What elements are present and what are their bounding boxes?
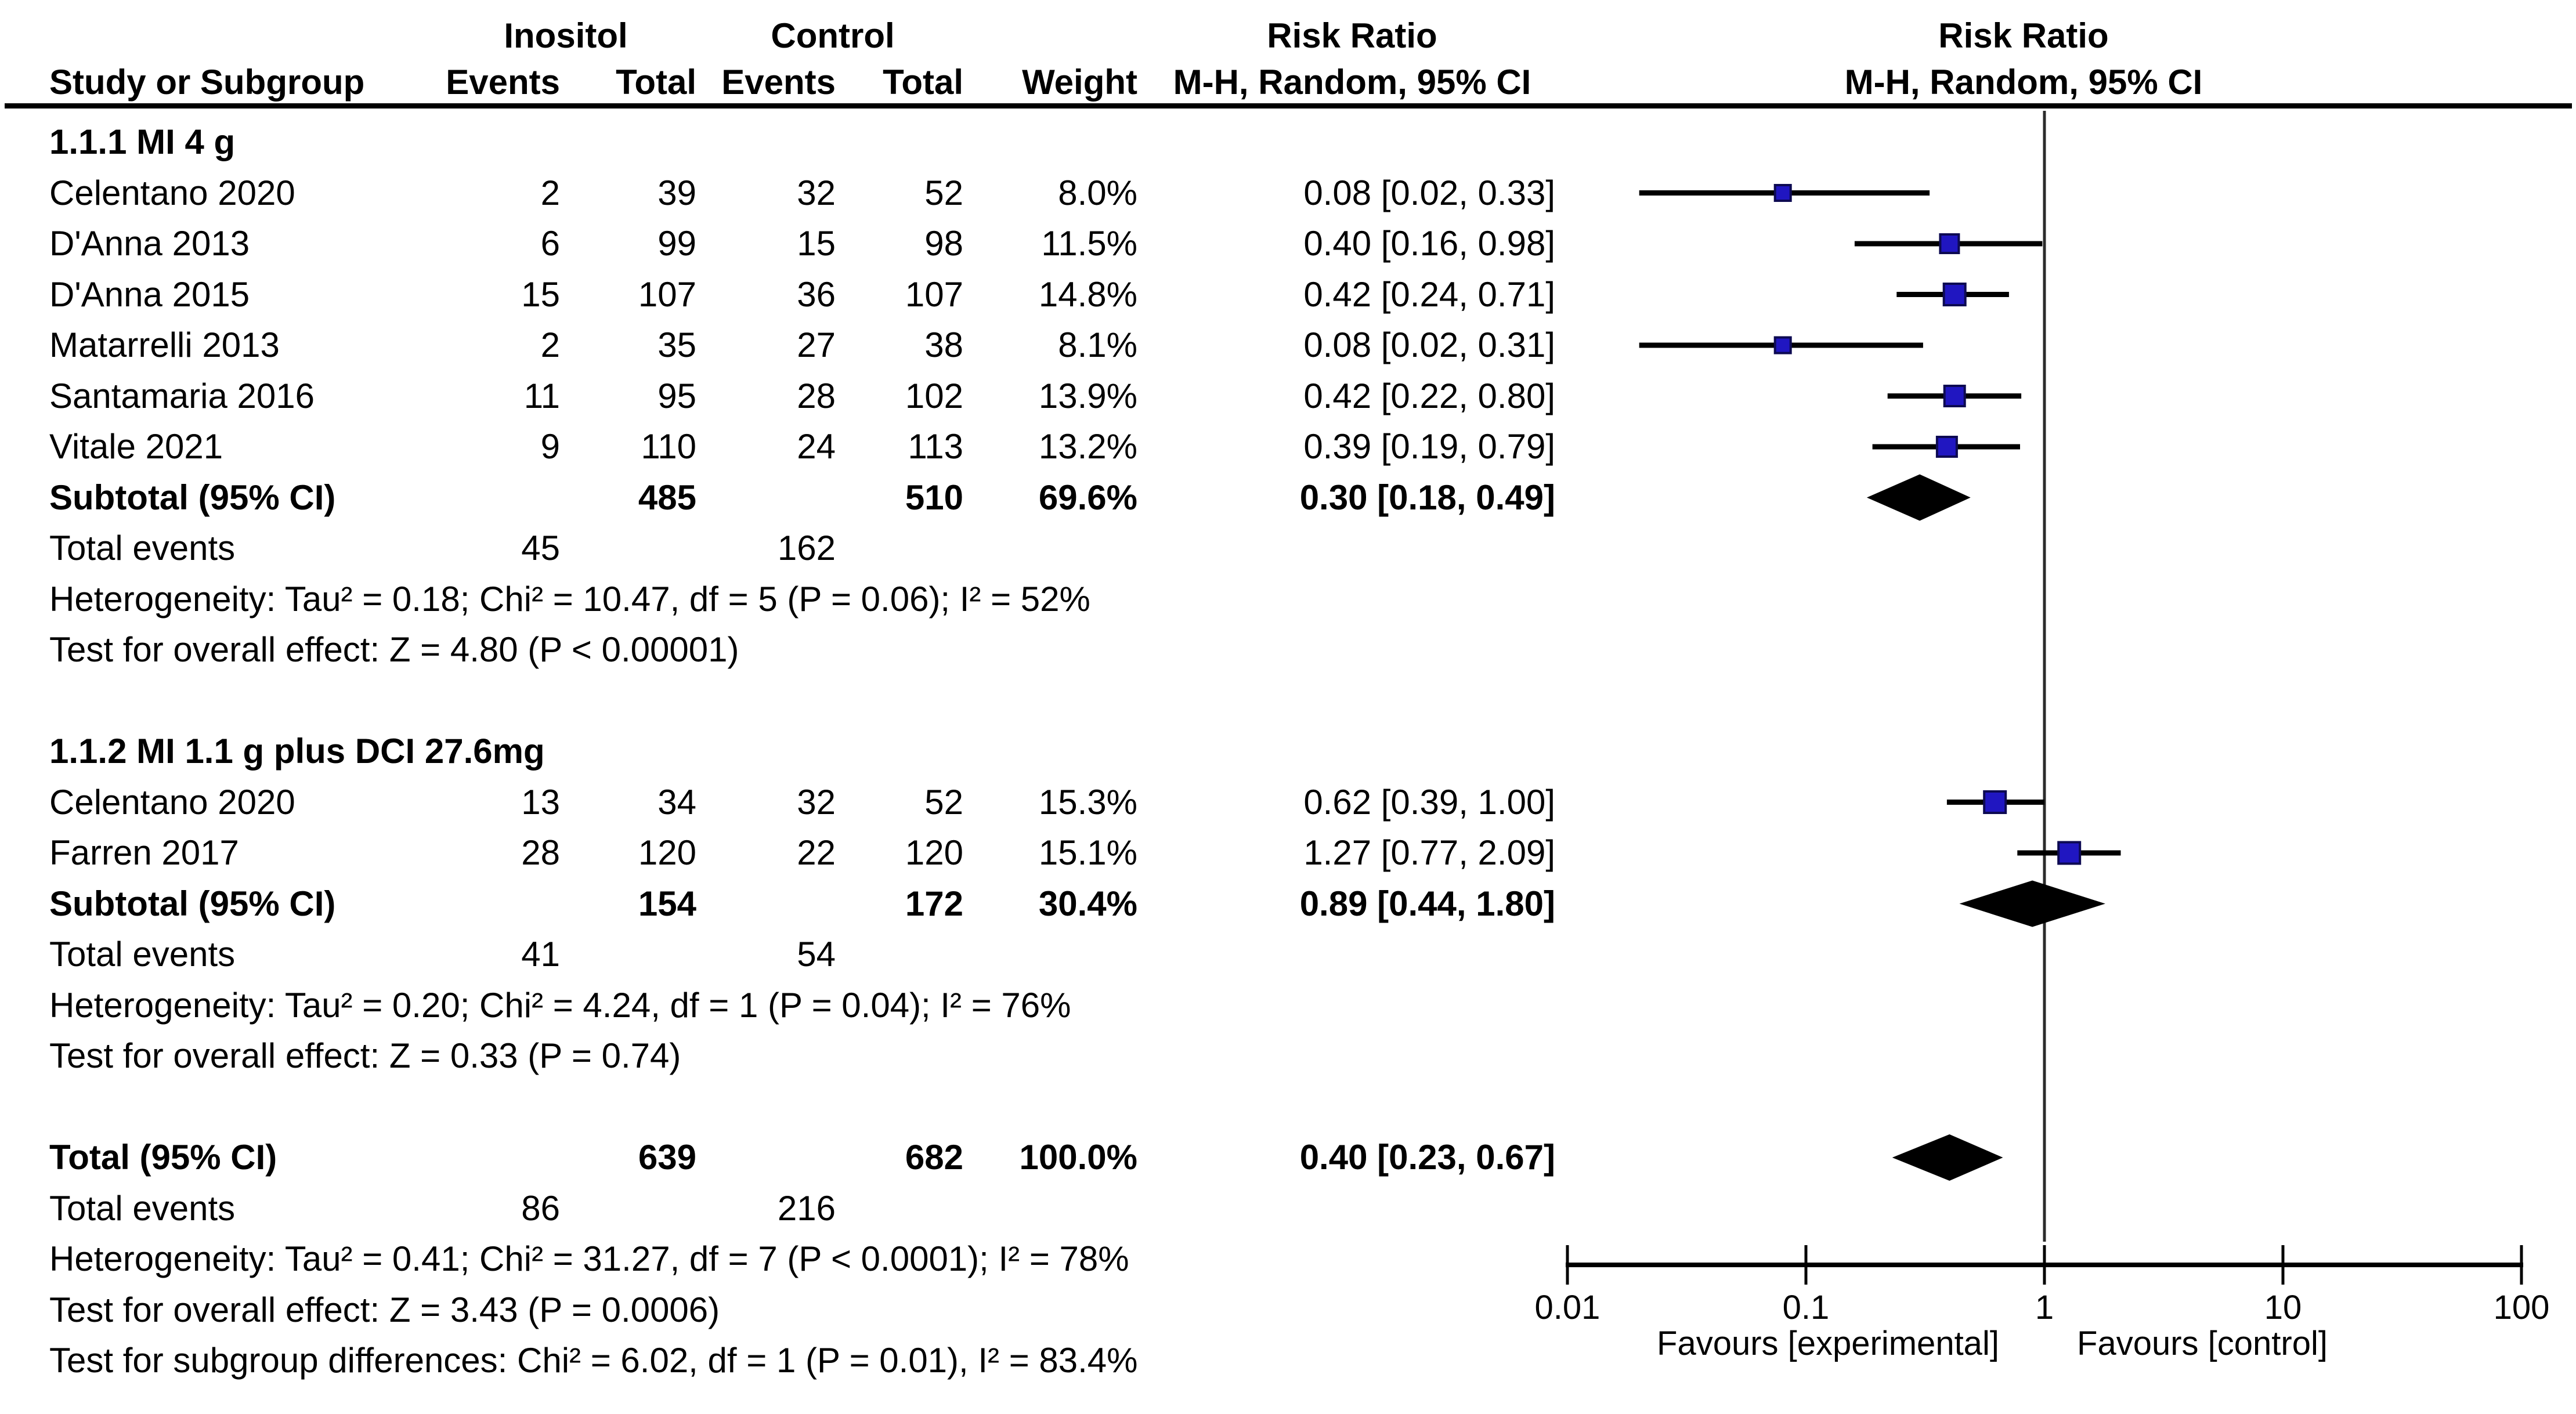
total-cell: 52 — [924, 782, 963, 822]
axis-tick — [2282, 1245, 2285, 1285]
effect-square-marker — [1945, 386, 1965, 406]
weight-cell: 8.1% — [1058, 326, 1137, 364]
events-cell: 162 — [777, 529, 836, 567]
events-cell: 15 — [797, 224, 836, 263]
favours-right-label: Favours [control] — [2077, 1325, 2328, 1362]
axis-tick — [2520, 1245, 2523, 1285]
total-cell: 107 — [905, 274, 963, 314]
study-name: Vitale 2021 — [49, 427, 223, 466]
total-events-label: Total events — [49, 935, 236, 974]
total-cell: 102 — [905, 376, 963, 415]
study-name: Farren 2017 — [49, 833, 239, 872]
weight-cell: 11.5% — [1041, 224, 1137, 263]
column-header-events1: Events — [446, 63, 560, 102]
reference-line — [2043, 111, 2046, 1242]
ci-text-cell: 0.40 [0.23, 0.67] — [1299, 1138, 1555, 1177]
events-cell: 13 — [521, 782, 560, 822]
events-cell: 24 — [797, 427, 836, 466]
axis-tick — [2043, 1245, 2046, 1285]
ci-text-cell: 0.62 [0.39, 1.00] — [1303, 782, 1555, 822]
total-cell: 639 — [638, 1138, 696, 1177]
favours-left-label: Favours [experimental] — [1657, 1325, 1999, 1362]
effect-square-marker — [1984, 791, 2006, 813]
effect-square-marker — [1940, 234, 1959, 253]
events-cell: 9 — [540, 427, 560, 466]
column-header-method-left: M-H, Random, 95% CI — [1173, 63, 1531, 102]
events-cell: 54 — [797, 935, 836, 974]
ci-text-cell: 0.08 [0.02, 0.33] — [1303, 173, 1555, 212]
events-cell: 28 — [521, 833, 560, 872]
total-cell: 95 — [657, 376, 696, 415]
total-cell: 154 — [638, 884, 696, 923]
column-header-total2: Total — [883, 63, 963, 102]
effect-square-marker — [1775, 338, 1791, 353]
subgroup-header: 1.1.1 MI 4 g — [49, 122, 236, 161]
effect-square-marker — [2058, 842, 2080, 864]
events-cell: 22 — [797, 833, 836, 872]
axis-tick — [1566, 1245, 1569, 1285]
total-cell: 120 — [638, 833, 696, 872]
weight-cell: 13.9% — [1038, 376, 1137, 415]
total-cell: 113 — [908, 427, 963, 466]
weight-cell: 69.6% — [1038, 478, 1137, 517]
ci-text-cell: 0.89 [0.44, 1.80] — [1299, 884, 1555, 923]
overall-effect-text: Test for overall effect: Z = 0.33 (P = 0.74) — [49, 1036, 681, 1075]
events-cell: 28 — [797, 376, 836, 415]
weight-cell: 100.0% — [1019, 1138, 1137, 1177]
events-cell: 2 — [540, 326, 560, 364]
total-events-label: Total events — [49, 1188, 236, 1228]
events-cell: 32 — [797, 782, 836, 822]
column-header-total1: Total — [616, 63, 696, 102]
column-header-group2: Control — [771, 16, 895, 55]
events-cell: 32 — [797, 173, 836, 212]
effect-square-marker — [1944, 284, 1966, 305]
ci-text-cell: 0.42 [0.22, 0.80] — [1303, 376, 1555, 415]
total-cell: 34 — [657, 782, 696, 822]
header-rule — [5, 103, 2572, 109]
axis-tick-label: 100 — [2493, 1289, 2550, 1326]
total-diamond — [1892, 1134, 2003, 1181]
overall-effect-text: Test for overall effect: Z = 3.43 (P = 0.0006) — [49, 1290, 720, 1329]
column-header-weight: Weight — [1022, 63, 1137, 102]
total-cell: 107 — [638, 274, 696, 314]
weight-cell: 14.8% — [1038, 274, 1137, 314]
column-header-group1: Inositol — [504, 16, 628, 55]
weight-cell: 30.4% — [1038, 884, 1137, 923]
events-cell: 2 — [540, 173, 560, 212]
events-cell: 6 — [540, 224, 560, 263]
axis-tick-label: 0.1 — [1782, 1289, 1830, 1326]
ci-text-cell: 0.08 [0.02, 0.31] — [1303, 326, 1555, 364]
weight-cell: 15.1% — [1038, 833, 1137, 872]
total-events-label: Total events — [49, 529, 236, 567]
weight-cell: 13.2% — [1038, 427, 1137, 466]
events-cell: 216 — [777, 1188, 836, 1228]
column-header-events2: Events — [721, 63, 836, 102]
events-cell: 41 — [521, 935, 560, 974]
events-cell: 45 — [521, 529, 560, 567]
heterogeneity-text: Heterogeneity: Tau² = 0.41; Chi² = 31.27, df = 7 (P < 0.0001); I² = 78% — [49, 1239, 1129, 1278]
total-cell: 52 — [924, 173, 963, 212]
total-cell: 172 — [905, 884, 963, 923]
ci-text-cell: 1.27 [0.77, 2.09] — [1303, 833, 1555, 872]
column-header-effect-right: Risk Ratio — [1938, 16, 2109, 55]
subgroup-header: 1.1.2 MI 1.1 g plus DCI 27.6mg — [49, 732, 545, 771]
total-cell: 39 — [657, 173, 696, 212]
subtotal-label: Subtotal (95% CI) — [49, 884, 336, 923]
effect-square-marker — [1775, 185, 1791, 201]
heterogeneity-text: Heterogeneity: Tau² = 0.20; Chi² = 4.24, df = 1 (P = 0.04); I² = 76% — [49, 985, 1071, 1025]
study-name: Celentano 2020 — [49, 173, 295, 212]
events-cell: 15 — [521, 274, 560, 314]
weight-cell: 15.3% — [1038, 782, 1137, 822]
events-cell: 86 — [521, 1188, 560, 1228]
axis-tick — [1805, 1245, 1808, 1285]
ci-text-cell: 0.40 [0.16, 0.98] — [1303, 224, 1555, 263]
weight-cell: 8.0% — [1058, 173, 1137, 212]
total-cell: 510 — [905, 478, 963, 517]
column-header-study: Study or Subgroup — [49, 63, 365, 102]
subtotal-diamond — [1867, 475, 1971, 521]
axis-tick-label: 1 — [2035, 1289, 2054, 1326]
subgroup-differences-text: Test for subgroup differences: Chi² = 6.02, df = 1 (P = 0.01), I² = 83.4% — [49, 1341, 1138, 1380]
events-cell: 27 — [797, 326, 836, 364]
axis-tick-label: 0.01 — [1534, 1289, 1600, 1326]
study-name: Santamaria 2016 — [49, 376, 315, 415]
ci-text-cell: 0.30 [0.18, 0.49] — [1299, 478, 1555, 517]
subtotal-label: Subtotal (95% CI) — [49, 478, 336, 517]
effect-square-marker — [1937, 437, 1957, 457]
study-name: D'Anna 2013 — [49, 224, 250, 263]
total-cell: 682 — [905, 1138, 963, 1177]
total-cell: 38 — [924, 326, 963, 364]
study-name: Celentano 2020 — [49, 782, 295, 822]
column-header-effect-left: Risk Ratio — [1267, 16, 1437, 55]
axis-tick-label: 10 — [2264, 1289, 2302, 1326]
total-cell: 110 — [641, 427, 696, 466]
study-name: Matarrelli 2013 — [49, 326, 280, 364]
total-label: Total (95% CI) — [49, 1138, 277, 1177]
heterogeneity-text: Heterogeneity: Tau² = 0.18; Chi² = 10.47, df = 5 (P = 0.06); I² = 52% — [49, 579, 1090, 619]
overall-effect-text: Test for overall effect: Z = 4.80 (P < 0.00001) — [49, 630, 739, 669]
total-cell: 99 — [657, 224, 696, 263]
events-cell: 36 — [797, 274, 836, 314]
ci-text-cell: 0.39 [0.19, 0.79] — [1303, 427, 1555, 466]
total-cell: 120 — [905, 833, 963, 872]
study-name: D'Anna 2015 — [49, 274, 250, 314]
total-cell: 35 — [657, 326, 696, 364]
total-cell: 485 — [638, 478, 696, 517]
events-cell: 11 — [523, 376, 560, 415]
total-cell: 98 — [924, 224, 963, 263]
ci-text-cell: 0.42 [0.24, 0.71] — [1303, 274, 1555, 314]
subtotal-diamond — [1960, 881, 2105, 927]
column-header-method-right: M-H, Random, 95% CI — [1844, 63, 2203, 102]
